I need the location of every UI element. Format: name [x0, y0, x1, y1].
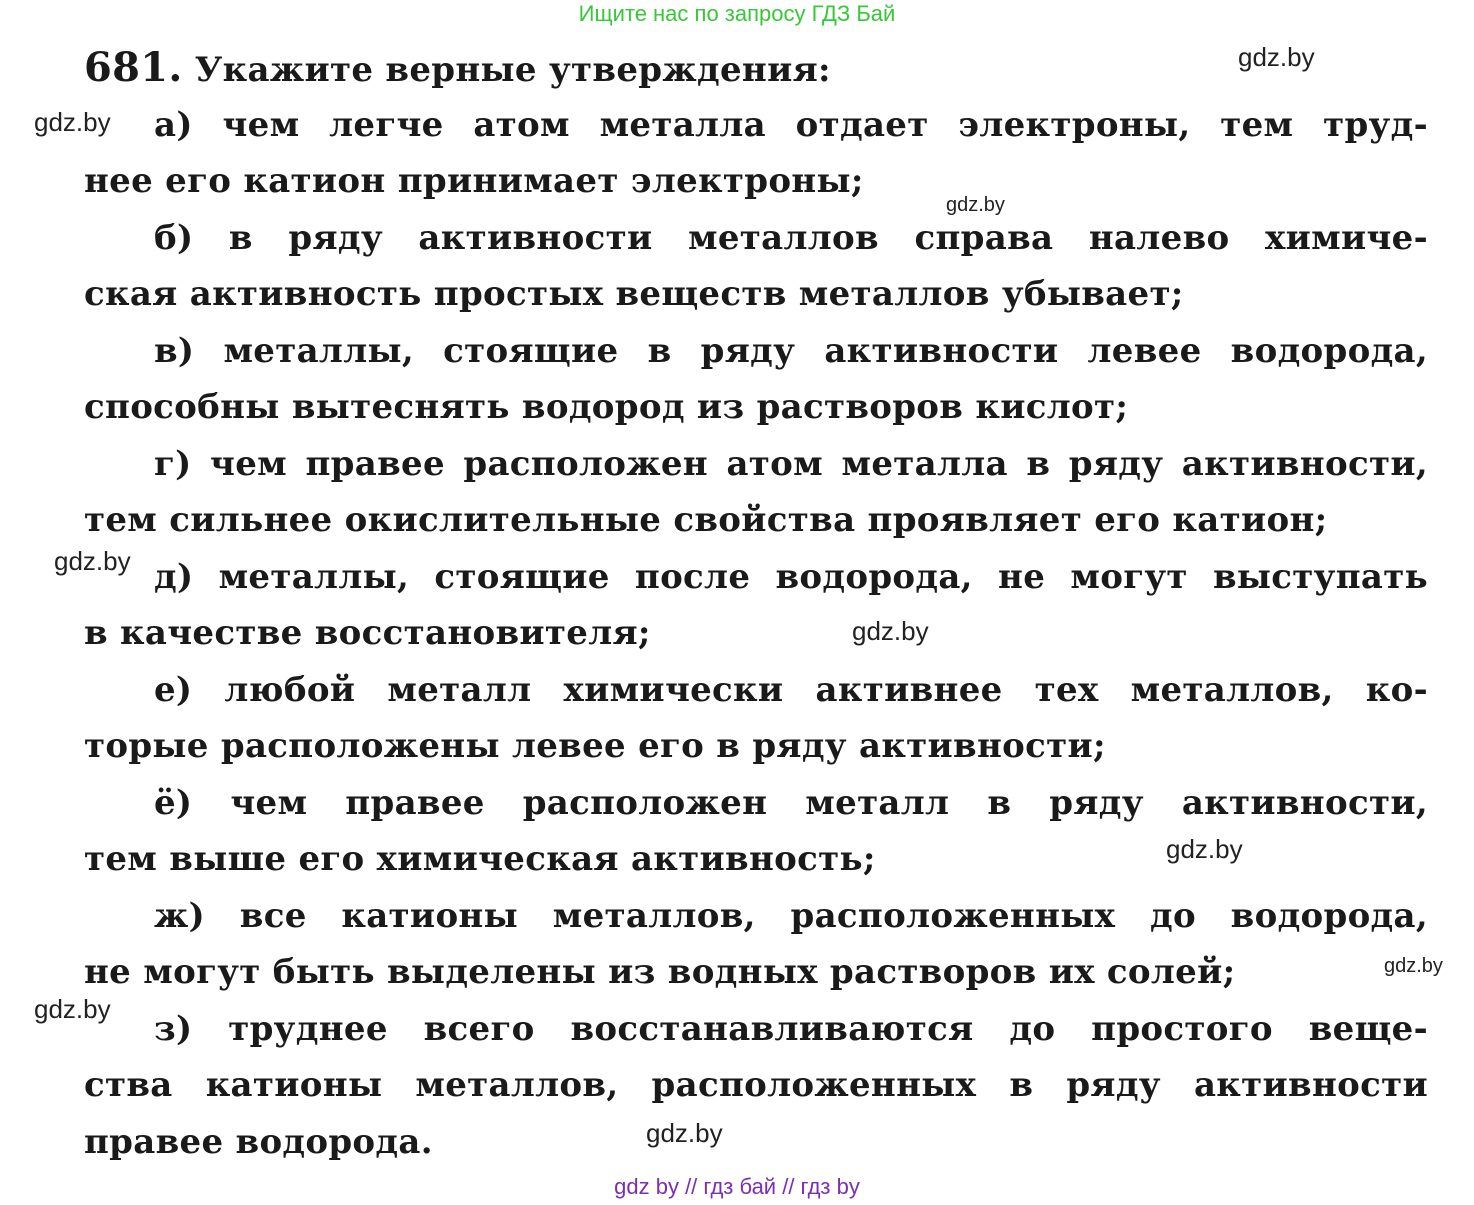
watermark: gdz.by: [1238, 42, 1315, 72]
watermark: gdz.by: [34, 107, 111, 137]
item-b-line-2: ская активность простых веществ металлов убывает;: [84, 274, 1184, 314]
item-zh-line-2: не могут быть выделены из водных растворов их солей;: [84, 952, 1236, 992]
item-g-line-1: г) чем правее расположен атом металла в ряду активности,: [154, 443, 1428, 484]
item-a-line-1: а) чем легче атом металла отдает электроны, тем труд-: [154, 104, 1428, 145]
exercise-text: [84, 40, 1428, 1170]
exercise-heading: Укажите верные утверждения:: [194, 50, 831, 90]
item-e-line-2: торые расположены левее его в ряду активности;: [84, 726, 1106, 766]
watermark: gdz.by: [54, 546, 131, 576]
watermark: gdz.by: [1166, 834, 1243, 864]
item-yo-line-2: тем выше его химическая активность;: [84, 839, 876, 879]
footer-links: gdz by // гдз бай // гдз by: [614, 1174, 860, 1199]
item-zh-line-1: ж) все катионы металлов, расположенных до водорода,: [154, 895, 1428, 936]
item-b-line-1: б) в ряду активности металлов справа налево химиче-: [154, 217, 1428, 258]
item-yo-line-1: ё) чем правее расположен металл в ряду активности,: [154, 782, 1428, 823]
exercise-title: [84, 40, 1428, 97]
search-banner: Ищите нас по запросу ГДЗ Бай: [578, 1, 896, 26]
watermark: gdz.by: [646, 1118, 723, 1148]
item-v-line-2: способны вытеснять водород из растворов кислот;: [84, 387, 1129, 427]
item-z-line-3: правее водорода.: [84, 1121, 433, 1162]
item-z-line-2: ства катионы металлов, расположенных в ряду активности: [84, 1065, 1428, 1105]
item-z-line-1: з) труднее всего восстанавливаются до простого веще-: [154, 1008, 1428, 1049]
watermark: gdz.by: [1384, 955, 1443, 977]
exercise-number: 681.: [84, 44, 183, 91]
watermark: gdz.by: [946, 194, 1005, 216]
item-e-line-1: е) любой металл химически активнее тех металлов, ко-: [154, 669, 1428, 710]
item-a-line-2: нее его катион принимает электроны;: [84, 161, 864, 201]
watermark: gdz.by: [34, 994, 111, 1024]
item-g-line-2: тем сильнее окислительные свойства проявляет его катион;: [84, 500, 1328, 540]
item-d-line-2: в качестве восстановителя;: [84, 613, 651, 653]
item-d-line-1: д) металлы, стоящие после водорода, не могут выступать: [154, 556, 1428, 597]
item-v-line-1: в) металлы, стоящие в ряду активности левее водорода,: [154, 330, 1428, 371]
watermark: gdz.by: [852, 616, 929, 646]
